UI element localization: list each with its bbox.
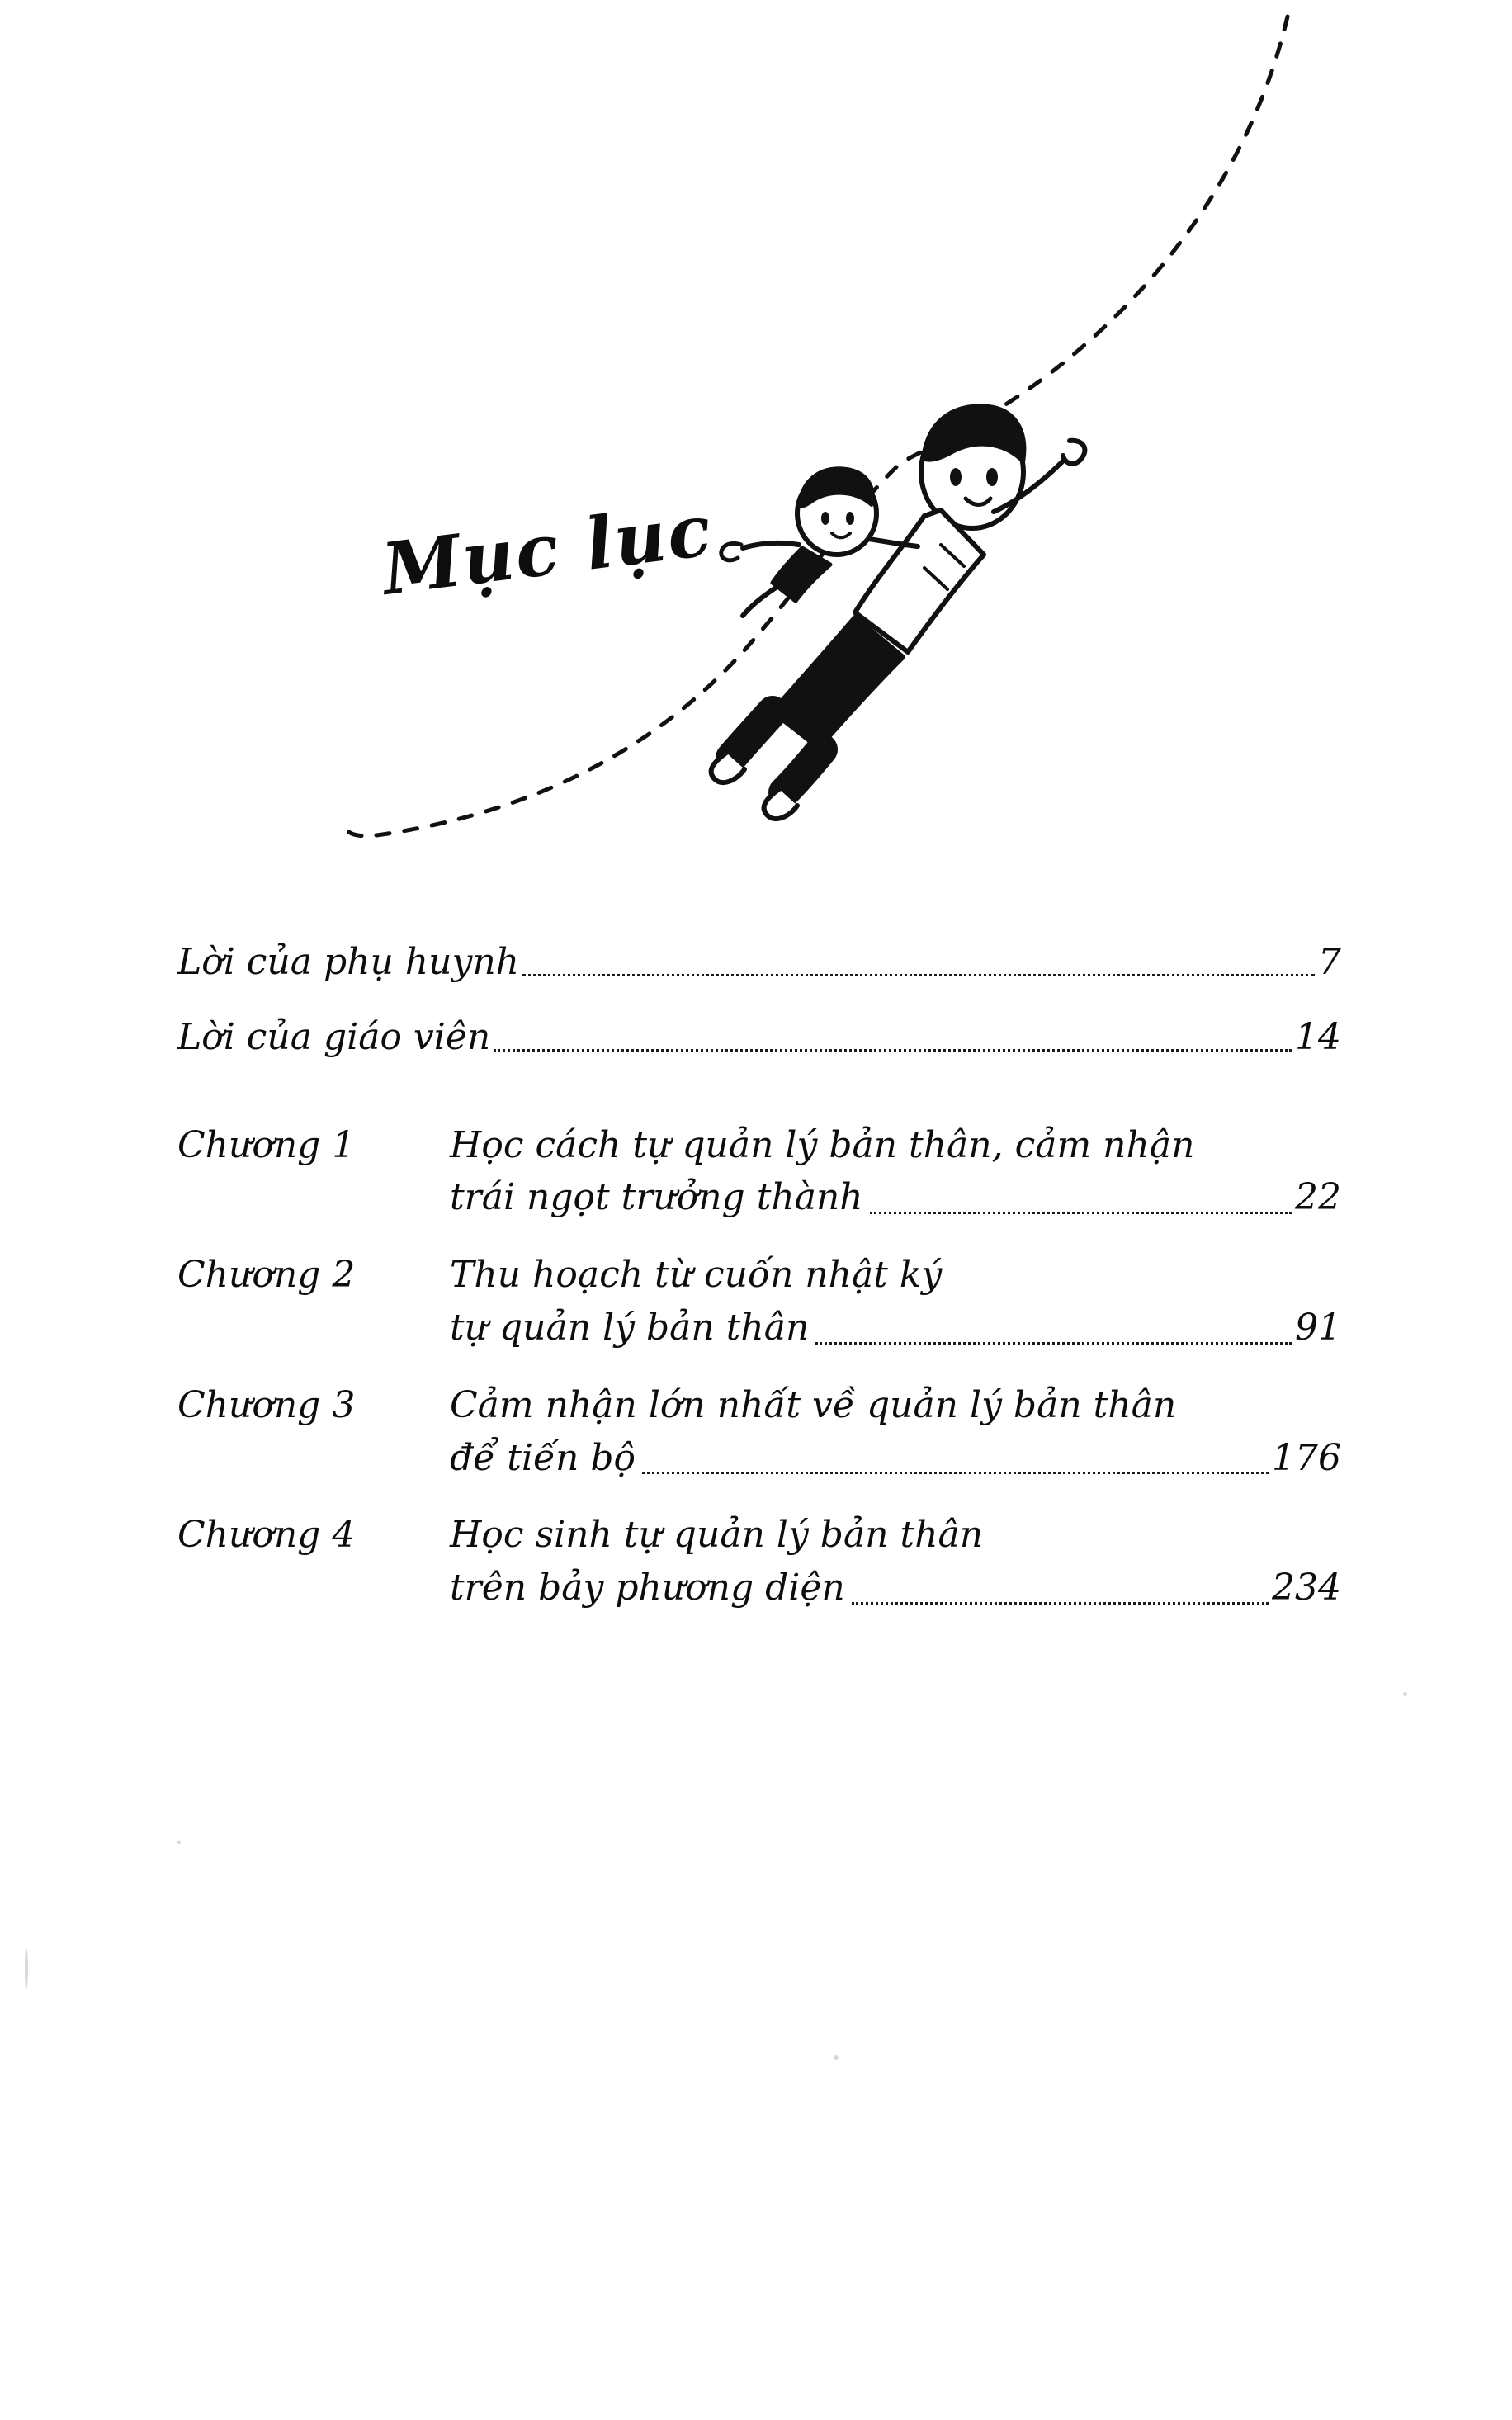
chapter-title-line-1: Học sinh tự quản lý bản thân (450, 1514, 984, 1557)
leader-dots (870, 1211, 1292, 1214)
toc-chapter-1[interactable] (177, 1119, 1341, 1225)
toc-entry-page: 7 (1318, 941, 1341, 983)
chapter-title-line-2: trái ngọt trưởng thành (450, 1176, 863, 1219)
dashed-line-upper (908, 17, 1288, 459)
chapter-title-line-2: trên bảy phương diện (450, 1567, 845, 1609)
toc-chapter-2[interactable] (177, 1249, 1341, 1354)
leader-dots (852, 1601, 1269, 1605)
chapter-page: 176 (1272, 1436, 1341, 1479)
leader-dots (815, 1341, 1292, 1345)
header-illustration (0, 0, 1512, 924)
chapter-body (450, 1509, 1341, 1614)
scan-speck (25, 1948, 28, 1989)
chapter-title-line-1: Cảm nhận lớn nhất về quản lý bản thân (450, 1383, 1177, 1426)
leader-dots (494, 1048, 1292, 1052)
scan-speck (1403, 1692, 1407, 1696)
chapter-label: Chương 3 (177, 1383, 356, 1426)
chapter-title-line-1: Thu hoạch từ cuốn nhật ký (450, 1254, 943, 1297)
chapter-label: Chương 1 (177, 1123, 356, 1166)
toc-entry-label: Lời của phụ huynh (177, 941, 520, 983)
chapter-body (450, 1119, 1341, 1225)
toc-chapter-3[interactable] (177, 1379, 1341, 1485)
chapter-page: 22 (1295, 1176, 1341, 1219)
toc-entry-label: Lời của giáo viên (177, 1015, 491, 1058)
scan-speck (177, 1841, 181, 1844)
chapter-page: 234 (1272, 1567, 1341, 1609)
chapter-title-line-2: để tiến bộ (450, 1436, 636, 1479)
chapter-title-line-2: tự quản lý bản thân (450, 1306, 810, 1349)
leader-dots (522, 973, 1315, 976)
toc-spacer (177, 1091, 1341, 1119)
table-of-contents (177, 941, 1341, 1639)
chapter-body (450, 1249, 1341, 1354)
scan-speck (834, 2055, 839, 2060)
leader-dots (642, 1471, 1269, 1474)
chapter-body (450, 1379, 1341, 1485)
chapter-page: 91 (1295, 1306, 1341, 1349)
page-title: Mục lục (377, 488, 717, 612)
toc-chapter-4[interactable] (177, 1509, 1341, 1614)
toc-entry-teachers[interactable] (177, 1016, 1341, 1060)
toc-entry-page: 14 (1295, 1015, 1341, 1058)
chapter-title-line-1: Học cách tự quản lý bản thân, cảm nhận (450, 1123, 1195, 1166)
chapter-label: Chương 4 (177, 1514, 356, 1557)
toc-entry-parents[interactable] (177, 941, 1341, 985)
doll-figure (721, 468, 876, 616)
chapter-label: Chương 2 (177, 1254, 356, 1297)
